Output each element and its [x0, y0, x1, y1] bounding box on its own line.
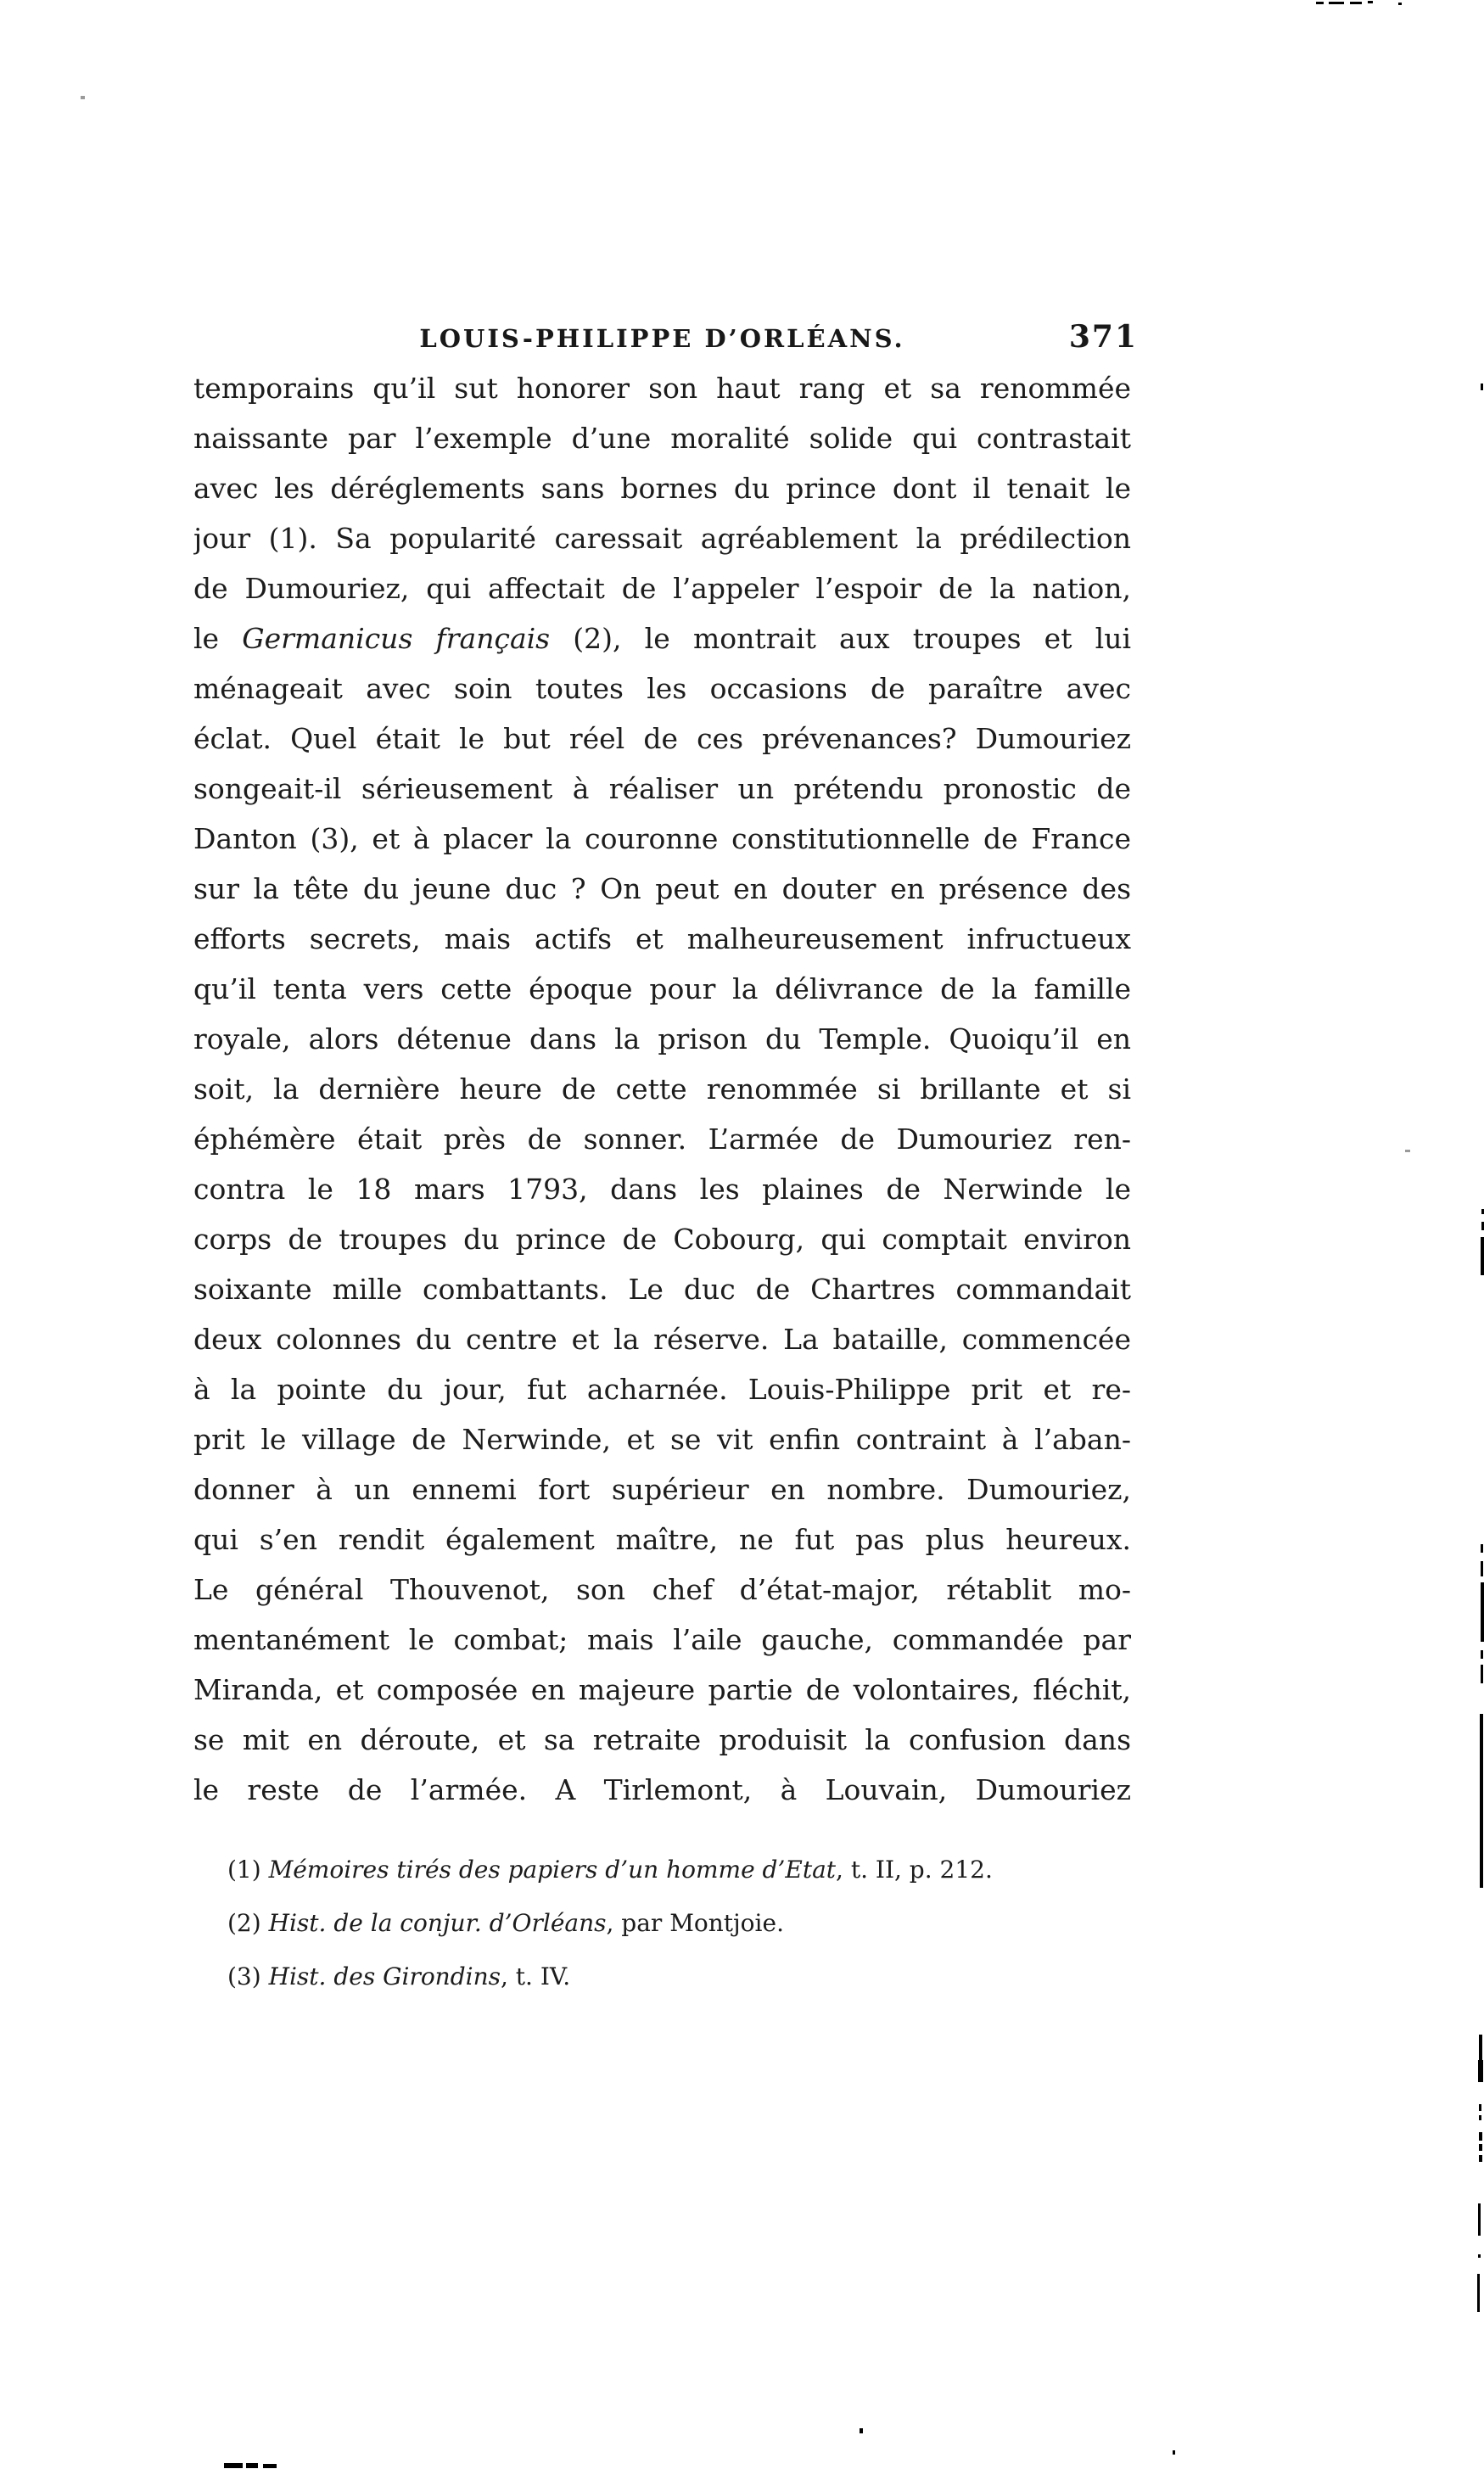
scan-artifact — [1478, 2060, 1483, 2082]
scan-artifact — [1479, 2155, 1482, 2162]
scan-artifact — [224, 2463, 243, 2468]
text-segment: , t. IV. — [501, 1962, 571, 1990]
body-line — [193, 1064, 1131, 1114]
scan-artifact — [1481, 1665, 1483, 1683]
text-segment: Germanicus français — [242, 622, 551, 655]
text-segment: avec les déréglements sans bornes du prince dont il tenait le — [193, 472, 1131, 505]
text-segment: (2), le montrait aux troupes et lui — [550, 622, 1131, 655]
body-line — [193, 814, 1131, 864]
scan-artifact — [1479, 2132, 1482, 2141]
text-segment: Hist. de la conjur. d’Orléans — [268, 1909, 607, 1937]
body-line — [193, 914, 1131, 964]
text-segment: contra le 18 mars 1793, dans les plaines de Nerwinde le — [193, 1173, 1131, 1206]
page-header — [193, 319, 1138, 361]
body-line — [193, 1214, 1131, 1264]
body-line — [193, 764, 1131, 814]
scan-artifact — [1481, 1561, 1483, 1576]
text-segment: Miranda, et composée en majeure partie de volontaires, fléchit, — [193, 1673, 1131, 1706]
body-line — [193, 1014, 1131, 1064]
body-line — [193, 513, 1131, 563]
scan-artifact — [1480, 1714, 1483, 1888]
running-title: LOUIS-PHILIPPE D’ORLÉANS. — [419, 324, 905, 353]
body-line — [193, 1364, 1131, 1414]
text-segment: songeait-il sérieusement à réaliser un prétendu pronostic de — [193, 772, 1131, 805]
text-segment: mentanément le combat; mais l’aile gauche, commandée par — [193, 1623, 1131, 1656]
text-segment: temporains qu’il sut honorer son haut rang et sa renommée — [193, 372, 1131, 405]
scan-artifact — [1479, 2035, 1482, 2060]
body-line — [193, 1565, 1131, 1615]
text-segment: corps de troupes du prince de Cobourg, qui comptait environ — [193, 1223, 1131, 1256]
scan-artifact — [246, 2463, 258, 2468]
body-line — [193, 1464, 1131, 1514]
text-segment: Le général Thouvenot, son chef d’état-major, rétablit mo- — [193, 1573, 1131, 1606]
body-line — [193, 1314, 1131, 1364]
body-line — [193, 1164, 1131, 1214]
text-segment: éphémère était près de sonner. L’armée de Dumouriez ren- — [193, 1123, 1131, 1156]
scan-artifact — [860, 2428, 863, 2433]
text-segment: , t. II, p. 212. — [836, 1856, 993, 1884]
scan-artifact — [1329, 2, 1344, 4]
text-segment: donner à un ennemi fort supérieur en nombre. Dumouriez, — [193, 1473, 1131, 1506]
footnote-line — [227, 1950, 1076, 2003]
text-segment: jour (1). Sa popularité caressait agréablement la prédilection — [193, 522, 1131, 555]
text-segment: éclat. Quel était le but réel de ces prévenances? Dumouriez — [193, 722, 1131, 755]
text-segment: Danton (3), et à placer la couronne constitutionnelle de France — [193, 822, 1131, 855]
scan-artifact — [1477, 2274, 1480, 2312]
text-segment: efforts secrets, mais actifs et malheureusement infructueux — [193, 922, 1131, 955]
footnote-line — [227, 1843, 1076, 1896]
body-line — [193, 864, 1131, 914]
scan-artifact — [1173, 2450, 1175, 2455]
text-segment: de Dumouriez, qui affectait de l’appeler l’espoir de la nation, — [193, 572, 1131, 605]
body-line — [193, 714, 1131, 764]
text-segment: Hist. des Girondins — [268, 1962, 501, 1990]
body-line — [193, 1264, 1131, 1314]
footnotes — [227, 1843, 1076, 2003]
scan-artifact — [1398, 3, 1402, 5]
scan-artifact — [1350, 2, 1362, 4]
scan-artifact — [1368, 1, 1373, 3]
body-line — [193, 463, 1131, 513]
body-line — [193, 1715, 1131, 1765]
text-segment: sur la tête du jeune duc ? On peut en douter en présence des — [193, 872, 1131, 905]
body-line — [193, 413, 1131, 463]
body-line — [193, 1665, 1131, 1715]
text-segment: soit, la dernière heure de cette renommée si brillante et si — [193, 1072, 1131, 1106]
text-segment: à la pointe du jour, fut acharnée. Louis-Philippe prit et re- — [193, 1373, 1131, 1406]
text-segment: prit le village de Nerwinde, et se vit enfin contraint à l’aban- — [193, 1423, 1131, 1456]
text-segment: soixante mille combattants. Le duc de Chartres commandait — [193, 1273, 1131, 1306]
scan-artifact — [1479, 2144, 1482, 2151]
text-segment: le reste de l’armée. A Tirlemont, à Louvain, Dumouriez — [193, 1773, 1131, 1806]
body-line — [193, 1414, 1131, 1464]
scan-artifact — [1481, 384, 1483, 390]
body-line — [193, 1615, 1131, 1665]
scan-artifact — [1479, 2115, 1481, 2120]
text-segment: deux colonnes du centre et la réserve. La bataille, commencée — [193, 1323, 1131, 1356]
scan-artifact — [1481, 1544, 1483, 1553]
text-segment: se mit en déroute, et sa retraite produisit la confusion dans — [193, 1723, 1131, 1756]
body-line — [193, 613, 1131, 663]
body-line — [193, 363, 1131, 413]
body-line — [193, 663, 1131, 714]
scan-artifact — [1316, 2, 1324, 4]
scan-artifact — [1481, 1582, 1484, 1642]
page-number: 371 — [1068, 319, 1138, 355]
scan-artifact — [1478, 2203, 1481, 2236]
scan-artifact — [1481, 1237, 1484, 1275]
text-segment: le — [193, 622, 243, 655]
body-line — [193, 1514, 1131, 1565]
text-segment: Mémoires tirés des papiers d’un homme d’Etat — [268, 1856, 837, 1884]
scan-artifact — [81, 96, 85, 99]
text-segment: naissante par l’exemple d’une moralité solide qui contrastait — [193, 422, 1131, 455]
text-segment: qu’il tenta vers cette époque pour la délivrance de la famille — [193, 972, 1131, 1005]
scan-artifact — [1478, 2254, 1481, 2258]
body-line — [193, 1765, 1131, 1815]
text-segment: , par Montjoie. — [606, 1909, 784, 1937]
text-segment: ménageait avec soin toutes les occasions de paraître avec — [193, 672, 1131, 705]
scan-artifact — [1405, 1150, 1410, 1152]
footnote-line — [227, 1896, 1076, 1950]
body-line — [193, 964, 1131, 1014]
scan-artifact — [1479, 2104, 1481, 2111]
text-segment: (1) — [227, 1856, 269, 1884]
text-segment: royale, alors détenue dans la prison du Temple. Quoiqu’il en — [193, 1022, 1131, 1055]
text-segment: qui s’en rendit également maître, ne fut pas plus heureux. — [193, 1523, 1131, 1556]
body-line — [193, 1114, 1131, 1164]
text-segment: (2) — [227, 1909, 269, 1937]
scan-artifact — [263, 2464, 277, 2468]
body-text — [193, 363, 1131, 1815]
text-segment: (3) — [227, 1962, 269, 1990]
scan-artifact — [1481, 1650, 1483, 1659]
body-line — [193, 563, 1131, 613]
